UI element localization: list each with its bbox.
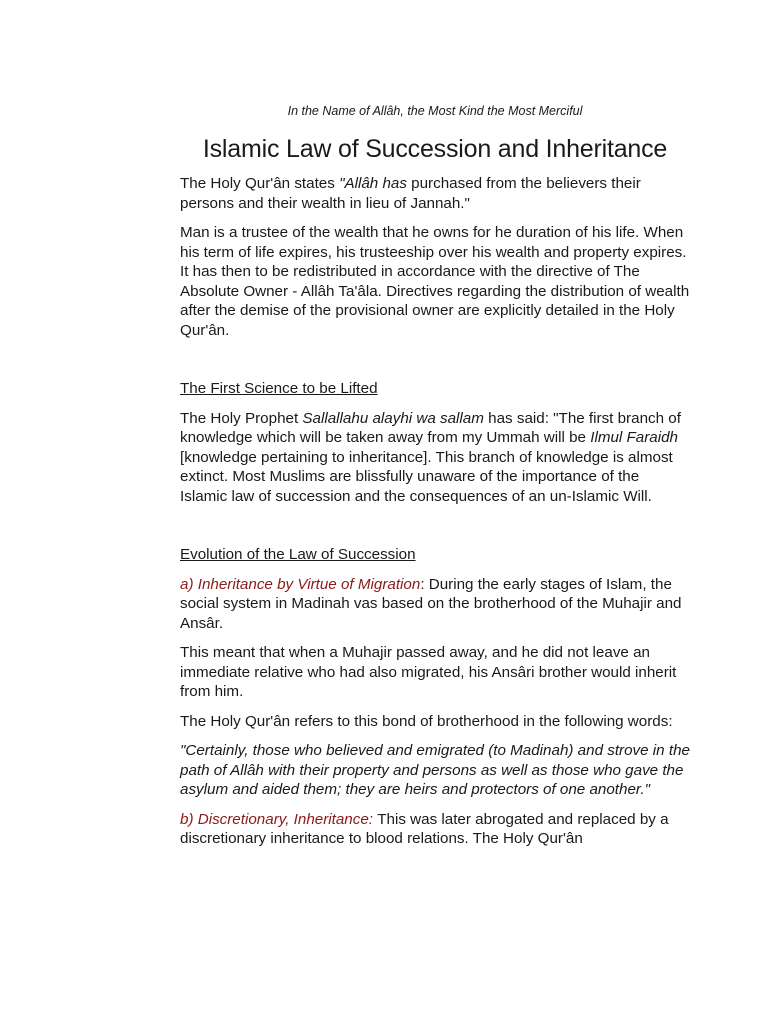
intro-text-cont: purchased from the believers their persons and their wealth in lieu of Jannah." [180,175,641,212]
migration-label: a) Inheritance by Virtue of Migration [180,575,421,593]
discretionary-paragraph [180,810,690,849]
migration-text: : During the early stages of Islam, the social system in Madinah vas based on the brotherhood of the Muhajir and Ansâr. [180,575,682,632]
quran-quote: "Allâh has [339,175,412,192]
intro-text: The Holy Qur'ân states [180,175,340,192]
quran-refers-paragraph: The Holy Qur'ân refers to this bond of brotherhood in the following words: [180,712,673,730]
discretionary-label: b) Discretionary, Inheritance: [180,810,378,828]
hadith-text-2: has said: "The first branch of knowledge which will be taken away from my Ummah will be [180,409,681,446]
ilmul-faraidh: Ilmul Faraidh [590,429,678,446]
discretionary-text: This was later abrogated and replaced by a discretionary inheritance to blood relations. The Holy Qur'ân [180,810,669,847]
intro-paragraph-2: Man is a trustee of the wealth that he owns for he duration of his life. When his term of life expires, his trusteeship over his wealth and property expires. It has then to be redistributed in accordance with the directive of The Absolute Owner - Allâh Ta'âla. Directives regarding the distribution of wealth after the demise of the provisional owner are explicitly detailed in the Holy Qur'ân. [180,224,690,339]
section-heading-first-science: The First Science to be Lifted [180,380,378,397]
hadith-text-3: [knowledge pertaining to inheritance]. This branch of knowledge is almost extinct. Most Muslims are blissfully unaware of the importance of the Islamic law of succession and the consequences of an un-Islamic Will. [180,448,673,505]
section-heading-evolution: Evolution of the Law of Succession [180,546,416,563]
document-page [180,0,690,849]
verse-text: "Certainly, those who believed and emigrated (to Madinah) and strove in the path of Allâh with their property and persons as well as those who gave the asylum and aided them; they are heirs and protectors of one another." [180,742,690,798]
salutation: Sallallahu alayhi wa sallam [302,409,484,427]
muhajir-paragraph: This meant that when a Muhajir passed away, and he did not leave an immediate relative who had also migrated, his Ansâri brother would inherit from him. [180,644,677,700]
hadith-text: The Holy Prophet [180,409,303,427]
quran-verse-quote [180,741,690,800]
bismillah-line: In the Name of Allâh, the Most Kind the Most Merciful [287,104,583,118]
document-title: Islamic Law of Succession and Inheritance [202,135,668,163]
hadith-paragraph [180,409,690,507]
intro-paragraph-1 [180,174,690,213]
migration-paragraph [180,575,690,634]
